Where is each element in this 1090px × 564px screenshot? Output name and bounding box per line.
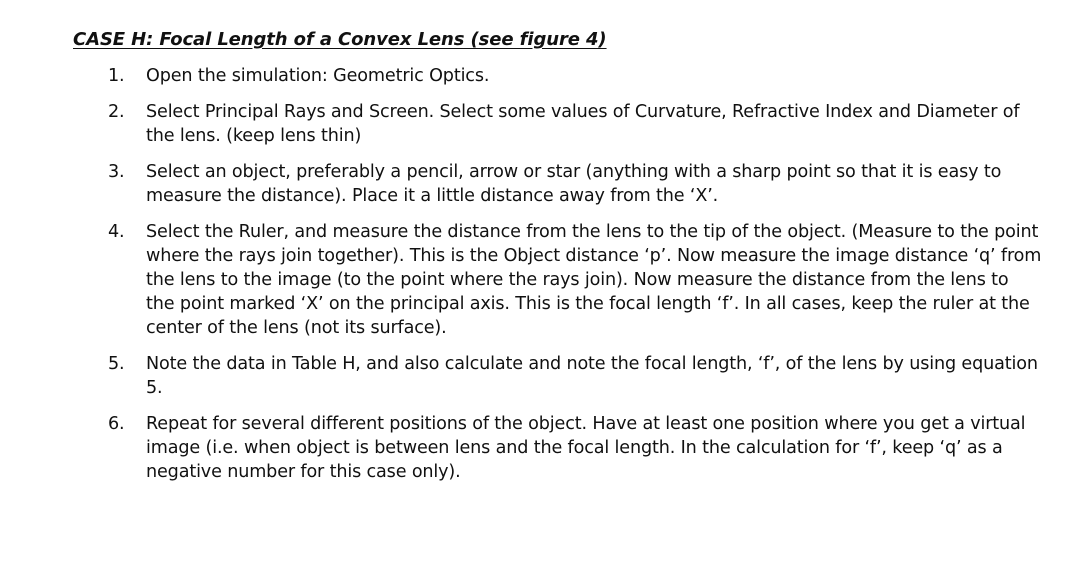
step-text: Select an object, preferably a pencil, arrow or star (anything with a sharp point so that it is easy to measure the distance). Place it a little distance away from the ‘X’. xyxy=(146,162,1002,206)
section-heading: CASE H: Focal Length of a Convex Lens (see figure 4) xyxy=(73,29,607,50)
list-item xyxy=(0,220,1090,340)
list-item xyxy=(0,160,1090,208)
step-text: Select Principal Rays and Screen. Select some values of Curvature, Refractive Index and Diameter of the lens. (keep lens thin) xyxy=(146,102,1020,146)
list-item xyxy=(0,100,1090,148)
step-number: 6. xyxy=(108,414,125,434)
list-item xyxy=(0,64,1090,88)
step-text: Note the data in Table H, and also calculate and note the focal length, ‘f’, of the lens by using equation 5. xyxy=(146,354,1038,398)
step-number: 3. xyxy=(108,162,125,182)
list-item xyxy=(0,412,1090,484)
instruction-list xyxy=(0,64,1090,484)
step-text: Select the Ruler, and measure the distance from the lens to the tip of the object. (Measure to the point where the rays join together). This is the Object distance ‘p’. Now measure the image distance ‘q’ from the lens to the image (to the point where the rays join). Now measure the distance from the lens to the point marked ‘X’ on the principal axis. This is the focal length ‘f’. In all cases, keep the ruler at the center of the lens (not its surface). xyxy=(146,222,1042,338)
step-number: 1. xyxy=(108,66,125,86)
step-number: 5. xyxy=(108,354,125,374)
step-text: Repeat for several different positions of the object. Have at least one position where you get a virtual image (i.e. when object is between lens and the focal length. In the calculation for ‘f’, keep ‘q’ as a negative number for this case only). xyxy=(146,414,1026,482)
list-item xyxy=(0,352,1090,400)
step-number: 4. xyxy=(108,222,125,242)
step-number: 2. xyxy=(108,102,125,122)
step-text: Open the simulation: Geometric Optics. xyxy=(146,66,490,86)
